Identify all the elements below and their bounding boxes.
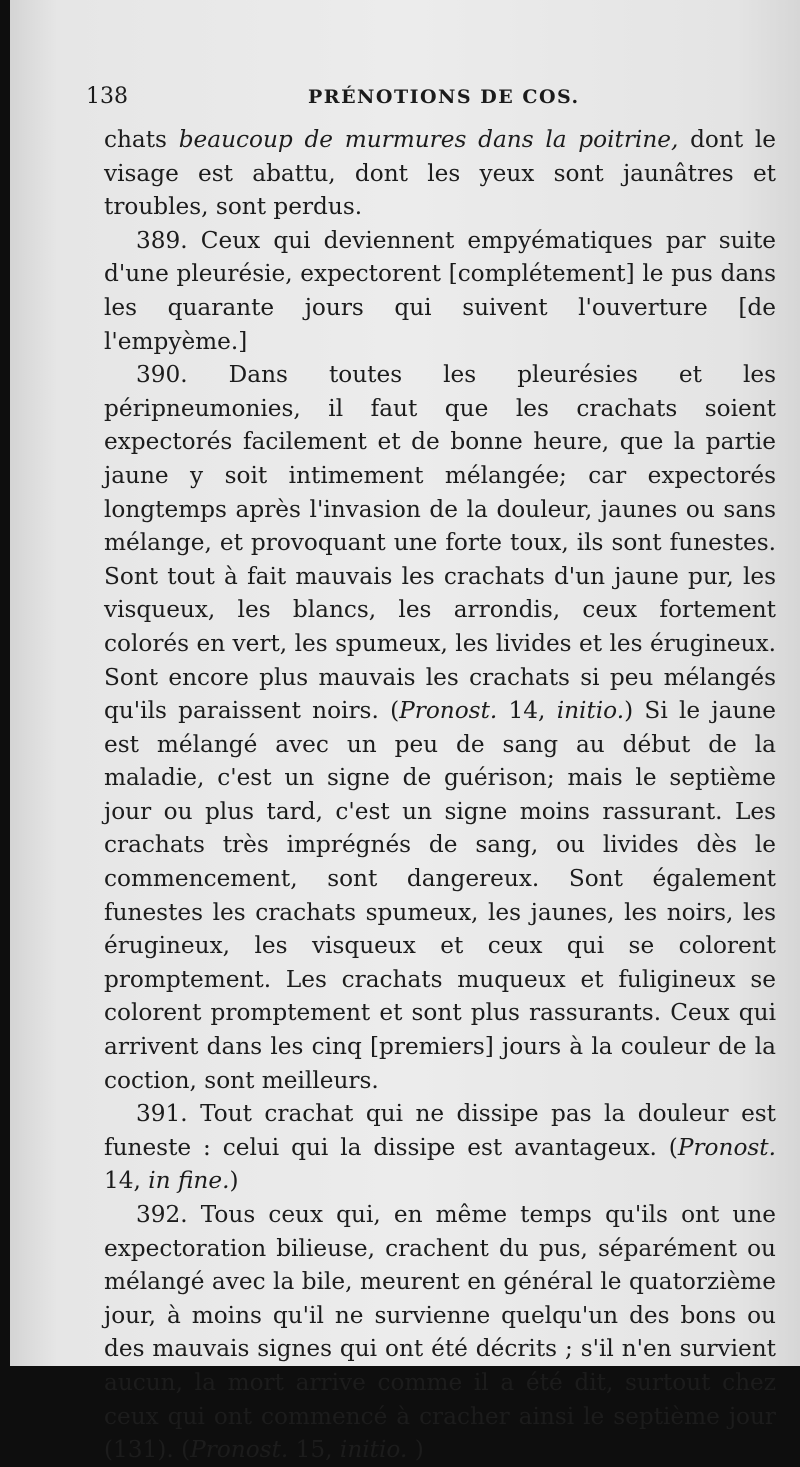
- citation-location: initio.: [339, 1436, 408, 1464]
- paragraph-391: 391. Tout crachat qui ne dissipe pas la douleur est funeste : celui qui la dissipe est avantageux. (Pronost. 14, in fine.): [104, 1100, 777, 1195]
- paragraph-continuation: chats beaucoup de murmures dans la poitrine, dont le visage est abattu, dont les yeux sont jaunâtres et troubles, sont perdus.: [104, 126, 776, 221]
- paragraph-number: 391.: [136, 1100, 188, 1128]
- citation-source: Pronost.: [190, 1436, 289, 1464]
- body-text: [104, 123, 776, 1467]
- page-number: 138: [86, 84, 128, 109]
- paragraph-number: 392.: [136, 1201, 188, 1228]
- citation-location: in fine.: [148, 1167, 230, 1195]
- paragraph-number: 390.: [136, 361, 188, 389]
- citation-source: Pronost.: [677, 1133, 776, 1161]
- running-title: PRÉNOTIONS DE COS.: [308, 86, 580, 108]
- paragraph-389: 389. Ceux qui deviennent empyématiques par suite d'une pleurésie, expectorent [complétement] le pus dans les quarante jours qui suivent l'ouverture [de l'empyème.]: [104, 226, 777, 355]
- paragraph-390: 390. Dans toutes les pleurésies et les péripneumonies, il faut que les crachats soient expectorés facilement et de bonne heure, que la partie jaune y soit intimement mélangée; car expectorés longtemps après l'invasion de la douleur, jaunes ou sans mélange, et provoquant une forte toux, ils sont funestes. Sont tout à fait mauvais les crachats d'un jaune pur, les visqueux, les blancs, les arrondis, ceux fortement colorés en vert, les spumeux, les livides et les érugineux. Sont encore plus mauvais les crachats si peu mélangés qu'ils paraissent noirs. (Pronost. 14, initio.) Si le jaune est mélangé avec un peu de sang au début de la maladie, c'est un signe de guérison; mais le septième jour ou plus tard, c'est un signe moins rassurant. Les crachats très imprégnés de sang, ou livides dès le commencement, sont dangereux. Sont également funestes les crachats spumeux, les jaunes, les noirs, les érugineux, les visqueux et ceux qui se colorent promptement. Les crachats muqueux et fuligineux se colorent promptement et sont plus rassurants. Ceux qui arrivent dans les cinq [premiers] jours à la couleur de la coction, sont meilleurs.: [104, 361, 776, 1094]
- citation-location: initio.: [556, 697, 625, 725]
- citation-source: Pronost.: [399, 697, 498, 725]
- book-page: [10, 0, 800, 1464]
- italic-phrase: beaucoup de murmures dans la poitrine,: [178, 126, 679, 153]
- page-header: [86, 84, 760, 114]
- paragraph-392: 392. Tous ceux qui, en même temps qu'ils ont une expectoration bilieuse, crachent du pus, séparément ou mélangé avec la bile, meurent en général le quatorzième jour, à moins qu'il ne survienne quelqu'un des bons ou des mauvais signes qui ont été décrits ; s'il n'en survient aucun, la mort arrive comme il a été dit, surtout chez ceux qui ont commencé à cracher ainsi le septième jour (131). (Pronost. 15, initio. ): [104, 1201, 776, 1464]
- paragraph-number: 389.: [136, 226, 188, 254]
